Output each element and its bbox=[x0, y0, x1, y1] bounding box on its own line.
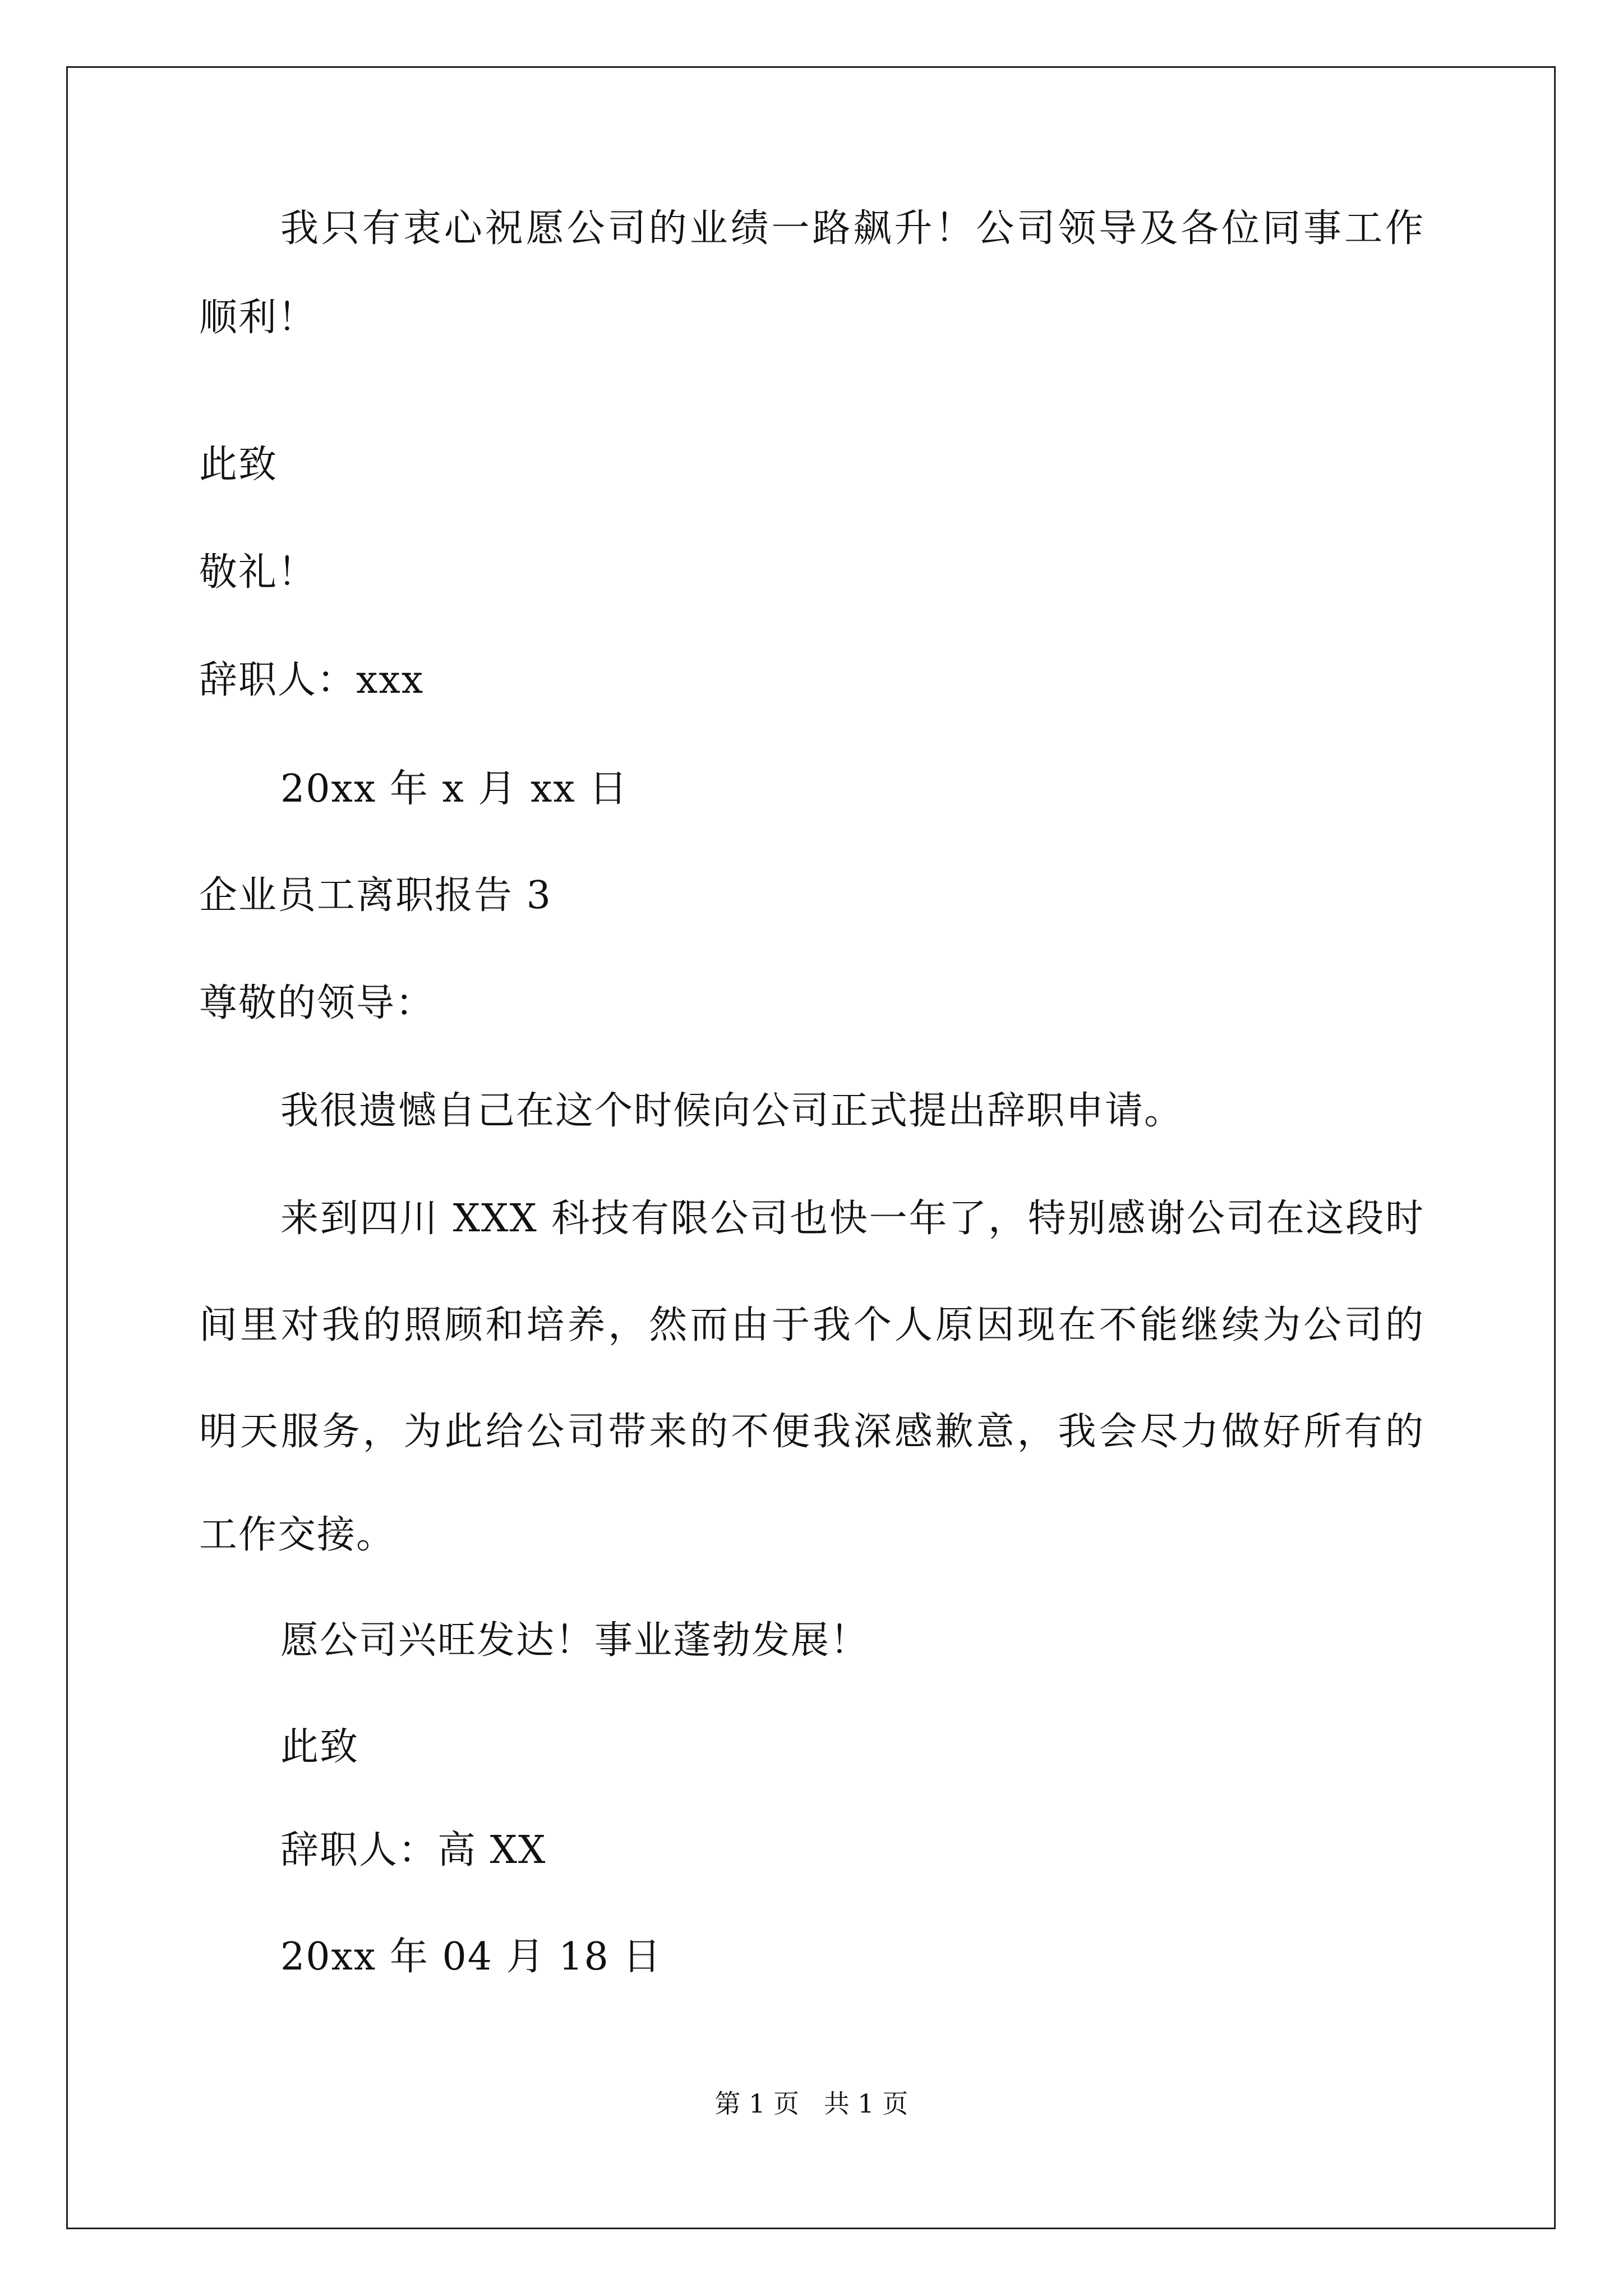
body-paragraph-2-line-4: 工作交接。 bbox=[199, 1513, 396, 1557]
closing-salutation: 此致 bbox=[199, 443, 278, 487]
body-paragraph-2-line-1: 来到四川 XXX 科技有限公司也快一年了，特别感谢公司在这段时 bbox=[280, 1197, 1424, 1241]
date-line: 20xx 年 x 月 xx 日 bbox=[280, 767, 629, 811]
signer-line: 辞职人：xxx bbox=[199, 658, 425, 702]
page-frame bbox=[66, 66, 1556, 2229]
body-paragraph-1: 我很遗憾自己在这个时候向公司正式提出辞职申请。 bbox=[280, 1089, 1184, 1133]
greeting: 尊敬的领导： bbox=[199, 981, 435, 1025]
closing-salutation-2: 此致 bbox=[280, 1725, 359, 1769]
body-paragraph-2-line-3: 明天服务，为此给公司带来的不便我深感歉意，我会尽力做好所有的 bbox=[199, 1410, 1424, 1454]
date-line-2: 20xx 年 04 月 18 日 bbox=[280, 1935, 662, 1979]
wishes-line: 愿公司兴旺发达！事业蓬勃发展！ bbox=[280, 1618, 870, 1663]
section-heading: 企业员工离职报告 3 bbox=[199, 873, 552, 918]
paragraph-line-2: 顺利！ bbox=[199, 296, 317, 340]
signer-line-2: 辞职人：高 XX bbox=[280, 1828, 547, 1872]
page-footer: 第 1 页 共 1 页 bbox=[714, 2088, 909, 2119]
paragraph-line-1: 我只有衷心祝愿公司的业绩一路飙升！公司领导及各位同事工作 bbox=[280, 206, 1424, 251]
body-paragraph-2-line-2: 间里对我的照顾和培养，然而由于我个人原因现在不能继续为公司的 bbox=[199, 1303, 1424, 1347]
closing-regards: 敬礼！ bbox=[199, 550, 317, 595]
